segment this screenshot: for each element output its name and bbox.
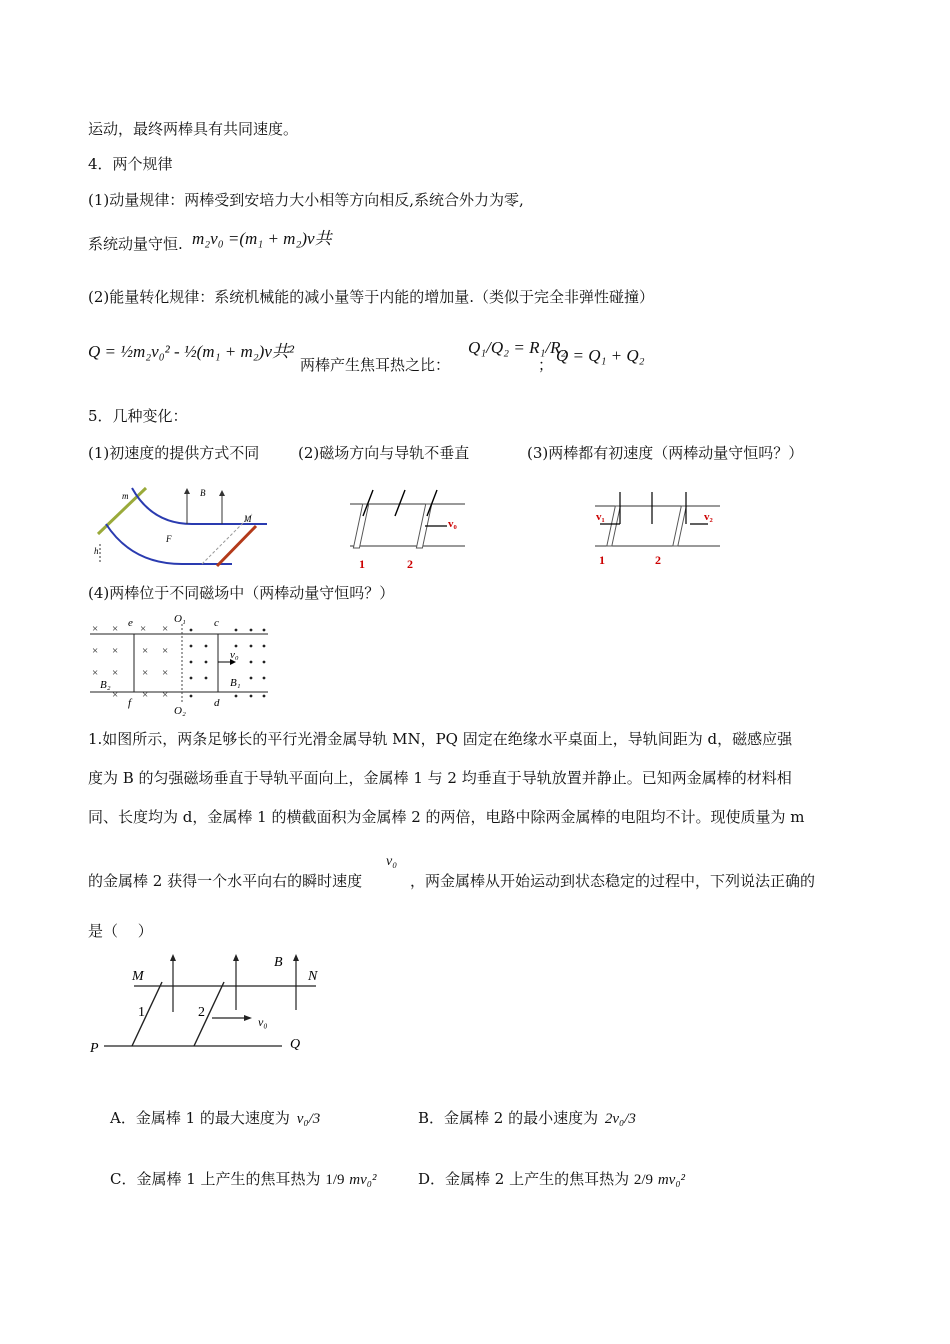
- option-B-text: B．金属棒 2 的最小速度为: [418, 1109, 599, 1127]
- label-M: M: [244, 514, 252, 524]
- svg-text:×: ×: [140, 623, 147, 635]
- figure-question-rails: [86, 952, 326, 1060]
- label-v0: v₀: [230, 649, 239, 661]
- option-C-tail: mv₀²: [349, 1172, 377, 1188]
- option-C-text: C．金属棒 1 上产生的焦耳热为: [110, 1170, 321, 1188]
- label-m: m: [122, 491, 129, 501]
- label-d: d: [214, 697, 220, 709]
- option-B[interactable]: [418, 1107, 636, 1128]
- velocity-symbol: v₀: [386, 854, 398, 869]
- svg-text:×: ×: [142, 667, 149, 679]
- svg-text:×: ×: [162, 645, 169, 657]
- label-rod-2: 2: [655, 553, 661, 567]
- label-rod-2: 2: [198, 1005, 205, 1020]
- text-line: 系统动量守恒.: [88, 235, 183, 253]
- question-line: 同、长度均为 d，金属棒 1 的横截面积为金属棒 2 的两倍，电路中除两金属棒的电阻均不计。现使质量为 m: [88, 808, 805, 826]
- option-D-fraction: 2/9: [633, 1171, 654, 1188]
- option-A-value: v₀/3: [296, 1110, 321, 1127]
- svg-text:×: ×: [92, 623, 99, 635]
- figure-curved-track: [92, 484, 272, 574]
- label-rod-2: 2: [407, 557, 413, 571]
- svg-text:×: ×: [162, 667, 169, 679]
- label-f: f: [128, 697, 132, 709]
- label-Q: Q: [290, 1037, 301, 1052]
- option-C-fraction: 1/9: [325, 1171, 345, 1188]
- svg-text:×: ×: [112, 689, 119, 701]
- label-N: N: [308, 969, 318, 984]
- label-c: c: [214, 617, 219, 629]
- label-rod-1: 1: [359, 557, 365, 571]
- variation-2: (2)磁场方向与导轨不垂直: [298, 444, 470, 462]
- label-O1: O₁: [174, 613, 186, 625]
- label-h: h: [94, 546, 99, 556]
- label-B: B: [274, 955, 283, 970]
- variation-4: (4)两棒位于不同磁场中（两棒动量守恒吗？）: [88, 584, 395, 602]
- svg-text:×: ×: [112, 645, 119, 657]
- question-line: ，两金属棒从开始运动到状态稳定的过程中，下列说法正确的: [410, 872, 816, 890]
- option-C[interactable]: [110, 1168, 377, 1189]
- variation-1: (1)初速度的提供方式不同: [88, 444, 260, 462]
- svg-text:×: ×: [162, 689, 169, 701]
- label-O2: O₂: [174, 705, 186, 716]
- option-D[interactable]: [418, 1168, 685, 1189]
- equation-ratio: Q₁/Q₂ = R₁/R₂: [468, 338, 567, 357]
- label-v1: v₁: [596, 511, 605, 523]
- text-line: (1)动量规律：两棒受到安培力大小相等方向相反,系统合外力为零,: [88, 191, 524, 209]
- text-line: 运动，最终两棒具有共同速度。: [88, 120, 299, 138]
- svg-text:×: ×: [142, 645, 149, 657]
- section-heading-4: 4．两个规律: [88, 155, 173, 173]
- svg-text:×: ×: [92, 667, 99, 679]
- figure-tilted-field: [345, 484, 475, 574]
- svg-text:×: ×: [112, 623, 119, 635]
- figure-both-initial-velocity: [590, 484, 730, 574]
- svg-text:×: ×: [112, 667, 119, 679]
- text-line: (2)能量转化规律：系统机械能的减小量等于内能的增加量.（类似于完全非弹性碰撞）: [88, 288, 655, 306]
- question-line: 是（ ）: [88, 922, 153, 940]
- label-B2: B₂: [100, 679, 111, 691]
- label-P: P: [90, 1041, 99, 1056]
- label-M: M: [132, 969, 144, 984]
- equation-momentum: m₂v₀ =(m₁ + m₂)v共: [192, 229, 332, 248]
- option-D-tail: mv₀²: [657, 1172, 686, 1188]
- label-e: e: [128, 617, 133, 629]
- label-B: B: [200, 488, 206, 498]
- label-v0: v₀: [258, 1015, 268, 1029]
- section-heading-5: 5．几种变化：: [88, 407, 188, 425]
- svg-text:×: ×: [142, 689, 149, 701]
- label-rod-1: 1: [599, 553, 605, 567]
- question-line: 度为 B 的匀强磁场垂直于导轨平面向上，金属棒 1 与 2 均垂直于导轨放置并静止。已知两金属棒的材料相: [88, 769, 792, 787]
- question-line: 1.如图所示，两条足够长的平行光滑金属导轨 MN，PQ 固定在绝缘水平桌面上，导轨间距为 d，磁感应强: [88, 730, 793, 748]
- svg-text:×: ×: [162, 623, 169, 635]
- label-F: F: [166, 534, 172, 544]
- svg-text:×: ×: [92, 645, 99, 657]
- text-line: ；: [538, 356, 554, 374]
- option-A[interactable]: [110, 1107, 320, 1128]
- label-v2: v₂: [704, 511, 713, 523]
- option-D-text: D．金属棒 2 上产生的焦耳热为: [418, 1170, 630, 1188]
- figure-two-fields: [86, 612, 276, 716]
- option-A-text: A．金属棒 1 的最大速度为: [110, 1109, 290, 1127]
- label-v0: v₀: [448, 518, 457, 530]
- label-rod-1: 1: [138, 1005, 145, 1020]
- variation-3: (3)两棒都有初速度（两棒动量守恒吗？）: [527, 444, 804, 462]
- label-B1: B₁: [230, 677, 241, 689]
- question-line: 的金属棒 2 获得一个水平向右的瞬时速度: [88, 872, 363, 890]
- equation-energy: Q = ½m₂v₀² - ½(m₁ + m₂)v共²: [88, 342, 294, 361]
- option-B-value: 2v₀/3: [604, 1110, 636, 1127]
- text-line: 两棒产生焦耳热之比：: [300, 356, 451, 374]
- equation-sum: Q = Q₁ + Q₂: [556, 346, 645, 365]
